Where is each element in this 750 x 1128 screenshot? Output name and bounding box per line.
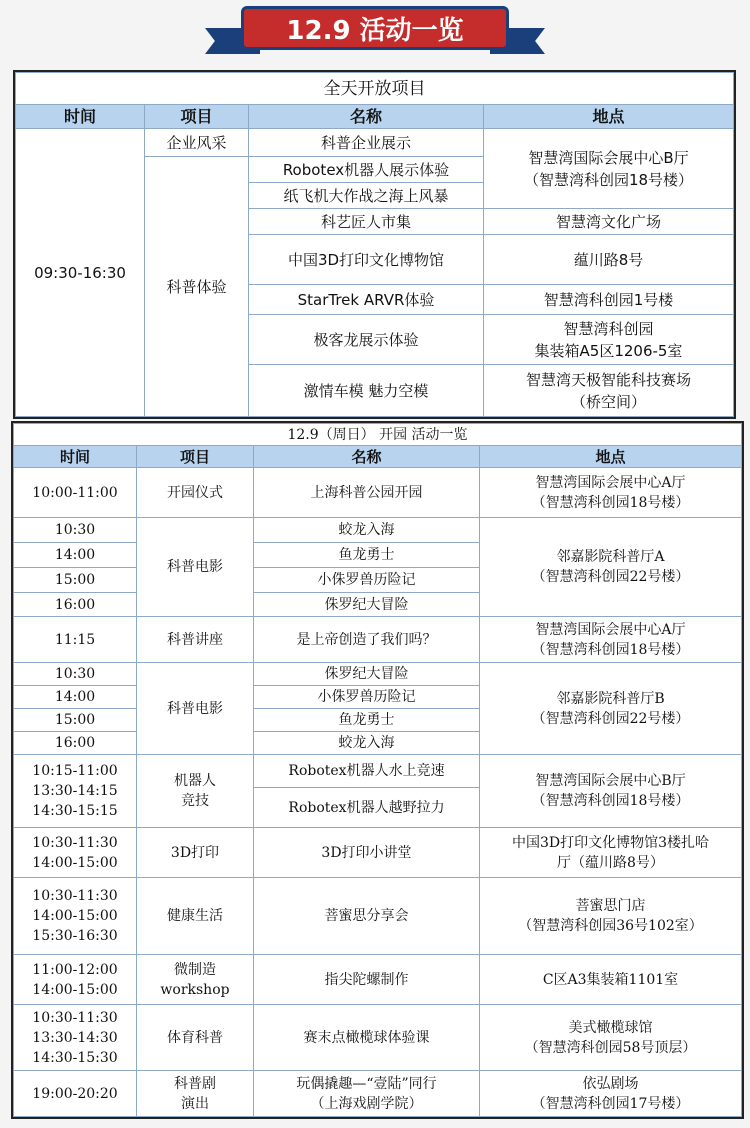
- event-time: 11:00-12:00 14:00-15:00: [14, 955, 137, 1005]
- event-place: 依弘剧场 （智慧湾科创园17号楼）: [480, 1071, 742, 1117]
- event-name: 赛末点橄榄球体验课: [254, 1005, 480, 1071]
- event-place: 菩蜜思门店 （智慧湾科创园36号102室）: [480, 878, 742, 955]
- header-name: 名称: [254, 446, 480, 468]
- event-name: 玩偶撬趣—“壹陆”同行 （上海戏剧学院）: [254, 1071, 480, 1117]
- event-time: 11:15: [14, 617, 137, 663]
- event-time: 10:30-11:30 13:30-14:30 14:30-15:30: [14, 1005, 137, 1071]
- event-name: 蛟龙入海: [254, 518, 480, 543]
- activity-name: 科艺匠人市集: [249, 209, 484, 235]
- event-item: 科普讲座: [137, 617, 254, 663]
- event-name: 是上帝创造了我们吗？: [254, 617, 480, 663]
- event-place: 智慧湾国际会展中心A厅 （智慧湾科创园18号楼）: [480, 617, 742, 663]
- event-time: 16:00: [14, 732, 137, 755]
- activity-name: 中国3D打印文化博物馆: [249, 235, 484, 285]
- event-place: 美式橄榄球馆 （智慧湾科创园58号顶层）: [480, 1005, 742, 1071]
- title-banner: [205, 4, 545, 60]
- event-time: 15:00: [14, 568, 137, 593]
- all-day-time: 09:30-16:30: [16, 129, 145, 417]
- header-place: 地点: [480, 446, 742, 468]
- activity-place: 智慧湾文化广场: [484, 209, 734, 235]
- activity-name: StarTrek ARVR体验: [249, 285, 484, 315]
- event-name: 鱼龙勇士: [254, 543, 480, 568]
- event-place: 智慧湾国际会展中心B厅 （智慧湾科创园18号楼）: [480, 755, 742, 828]
- event-name: 指尖陀螺制作: [254, 955, 480, 1005]
- event-time: 15:00: [14, 709, 137, 732]
- event-item: 体育科普: [137, 1005, 254, 1071]
- activity-place: 智慧湾科创园 集装箱A5区1206-5室: [484, 315, 734, 365]
- event-time: 10:30: [14, 518, 137, 543]
- event-time: 19:00-20:20: [14, 1071, 137, 1117]
- activity-name: 科普企业展示: [249, 129, 484, 157]
- header-place: 地点: [484, 105, 734, 129]
- activity-place: 智慧湾天极智能科技赛场 （桥空间）: [484, 365, 734, 417]
- event-name: 小侏罗兽历险记: [254, 568, 480, 593]
- opening-title: 12.9（周日） 开园 活动一览: [14, 424, 742, 446]
- event-item: 健康生活: [137, 878, 254, 955]
- header-time: 时间: [16, 105, 145, 129]
- event-place: 智慧湾国际会展中心A厅 （智慧湾科创园18号楼）: [480, 468, 742, 518]
- activity-place: 蕴川路8号: [484, 235, 734, 285]
- activity-name: 激情车模 魅力空模: [249, 365, 484, 417]
- activity-place: 智慧湾科创园1号楼: [484, 285, 734, 315]
- header-time: 时间: [14, 446, 137, 468]
- event-item: 微制造 workshop: [137, 955, 254, 1005]
- event-time: 10:00-11:00: [14, 468, 137, 518]
- event-time: 10:15-11:00 13:30-14:15 14:30-15:15: [14, 755, 137, 828]
- event-name: 3D打印小讲堂: [254, 828, 480, 878]
- all-day-title: 全天开放项目: [16, 73, 734, 105]
- activity-name: 纸飞机大作战之海上风暴: [249, 183, 484, 209]
- category-cell: 科普体验: [145, 157, 249, 417]
- event-place: 中国3D打印文化博物馆3楼扎哈 厅（蕴川路8号）: [480, 828, 742, 878]
- category-cell: 企业风采: [145, 129, 249, 157]
- event-item: 3D打印: [137, 828, 254, 878]
- event-time: 10:30: [14, 663, 137, 686]
- event-name: 鱼龙勇士: [254, 709, 480, 732]
- event-place: 邻嘉影院科普厅A （智慧湾科创园22号楼）: [480, 518, 742, 617]
- event-name: 上海科普公园开园: [254, 468, 480, 518]
- event-time: 14:00: [14, 686, 137, 709]
- event-time: 16:00: [14, 593, 137, 617]
- banner-title: 12.9 活动一览: [241, 6, 509, 50]
- event-item: 科普电影: [137, 518, 254, 617]
- all-day-table: [15, 72, 734, 417]
- opening-day-table: [13, 423, 742, 1117]
- header-item: 项目: [145, 105, 249, 129]
- header-name: 名称: [249, 105, 484, 129]
- event-place: 邻嘉影院科普厅B （智慧湾科创园22号楼）: [480, 663, 742, 755]
- header-item: 项目: [137, 446, 254, 468]
- event-time: 14:00: [14, 543, 137, 568]
- event-place: C区A3集装箱1101室: [480, 955, 742, 1005]
- event-name: 侏罗纪大冒险: [254, 663, 480, 686]
- activity-name: Robotex机器人展示体验: [249, 157, 484, 183]
- event-item: 开园仪式: [137, 468, 254, 518]
- event-item: 科普剧 演出: [137, 1071, 254, 1117]
- event-name: 蛟龙入海: [254, 732, 480, 755]
- activity-place: 智慧湾国际会展中心B厅 （智慧湾科创园18号楼）: [484, 129, 734, 209]
- event-time: 10:30-11:30 14:00-15:00: [14, 828, 137, 878]
- event-name: Robotex机器人水上竞速: [254, 755, 480, 788]
- event-item: 科普电影: [137, 663, 254, 755]
- event-name: 侏罗纪大冒险: [254, 593, 480, 617]
- event-name: 菩蜜思分享会: [254, 878, 480, 955]
- event-item: 机器人 竞技: [137, 755, 254, 828]
- activity-name: 极客龙展示体验: [249, 315, 484, 365]
- event-name: Robotex机器人越野拉力: [254, 788, 480, 828]
- event-time: 10:30-11:30 14:00-15:00 15:30-16:30: [14, 878, 137, 955]
- event-name: 小侏罗兽历险记: [254, 686, 480, 709]
